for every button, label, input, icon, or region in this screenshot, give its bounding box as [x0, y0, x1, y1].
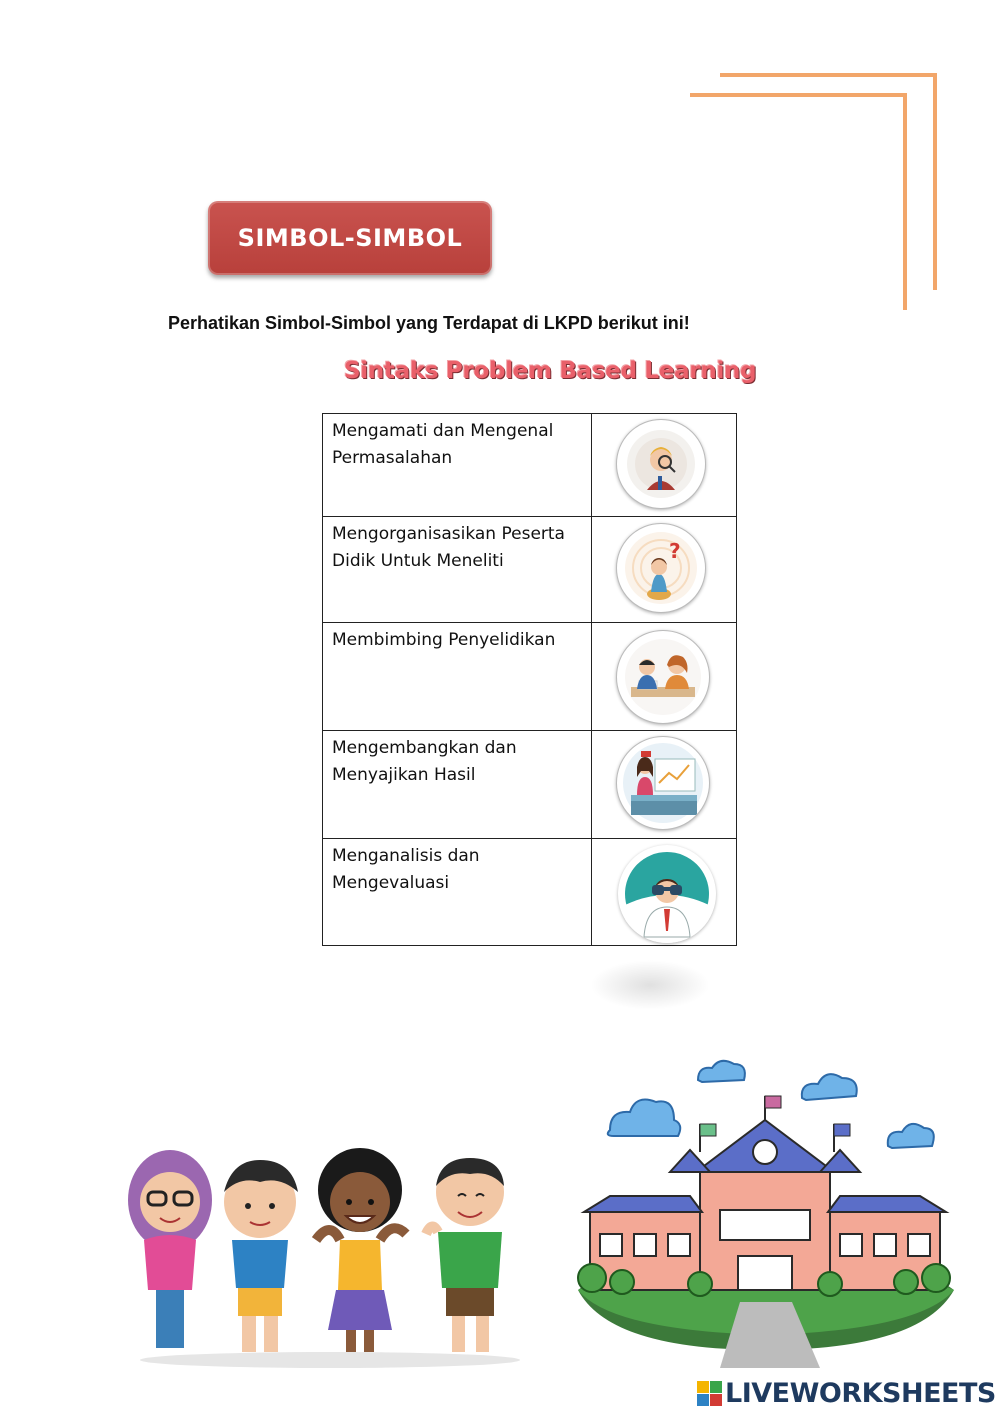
shadow-decoration	[590, 960, 710, 1010]
binoculars-man-icon	[618, 845, 716, 943]
row-label: Menganalisis dan Mengevaluasi	[323, 839, 592, 946]
boy-green-shirt-figure	[426, 1158, 504, 1352]
table-row	[323, 623, 737, 731]
title-banner	[208, 201, 492, 275]
title-text: SIMBOL-SIMBOL	[237, 224, 463, 252]
child-with-question-mark-icon	[616, 523, 706, 613]
section-subtitle: Sintaks Problem Based Learning	[344, 358, 757, 384]
row-label: Mengembangkan dan Menyajikan Hasil	[323, 731, 592, 839]
syntax-table	[322, 413, 737, 946]
girl-curly-hair-figure	[316, 1148, 406, 1352]
row-label: Mengorganisasikan Peserta Didik Untuk Meneliti	[323, 517, 592, 623]
table-row	[323, 517, 737, 623]
observing-with-magnifier-icon	[616, 419, 706, 509]
table-row	[323, 839, 737, 946]
liveworksheets-logo	[697, 1378, 996, 1408]
table-row	[323, 731, 737, 839]
corner-decoration	[680, 60, 950, 320]
row-label: Membimbing Penyelidikan	[323, 623, 592, 731]
children-illustration	[120, 1140, 540, 1370]
instruction-text: Perhatikan Simbol-Simbol yang Terdapat di LKPD berikut ini!	[168, 313, 690, 333]
boy-blue-shirt-figure	[224, 1160, 298, 1352]
logo-mark-icon	[697, 1381, 722, 1406]
girl-hijab-figure	[128, 1150, 212, 1348]
school-illustration	[570, 1050, 960, 1370]
row-label: Mengamati dan Mengenal Permasalahan	[323, 414, 592, 517]
table-row	[323, 414, 737, 517]
presenting-chart-icon	[616, 736, 710, 830]
svg-text:?: ?	[669, 539, 681, 563]
logo-text: LIVEWORKSHEETS	[725, 1377, 996, 1409]
teacher-guiding-student-icon	[616, 630, 710, 724]
